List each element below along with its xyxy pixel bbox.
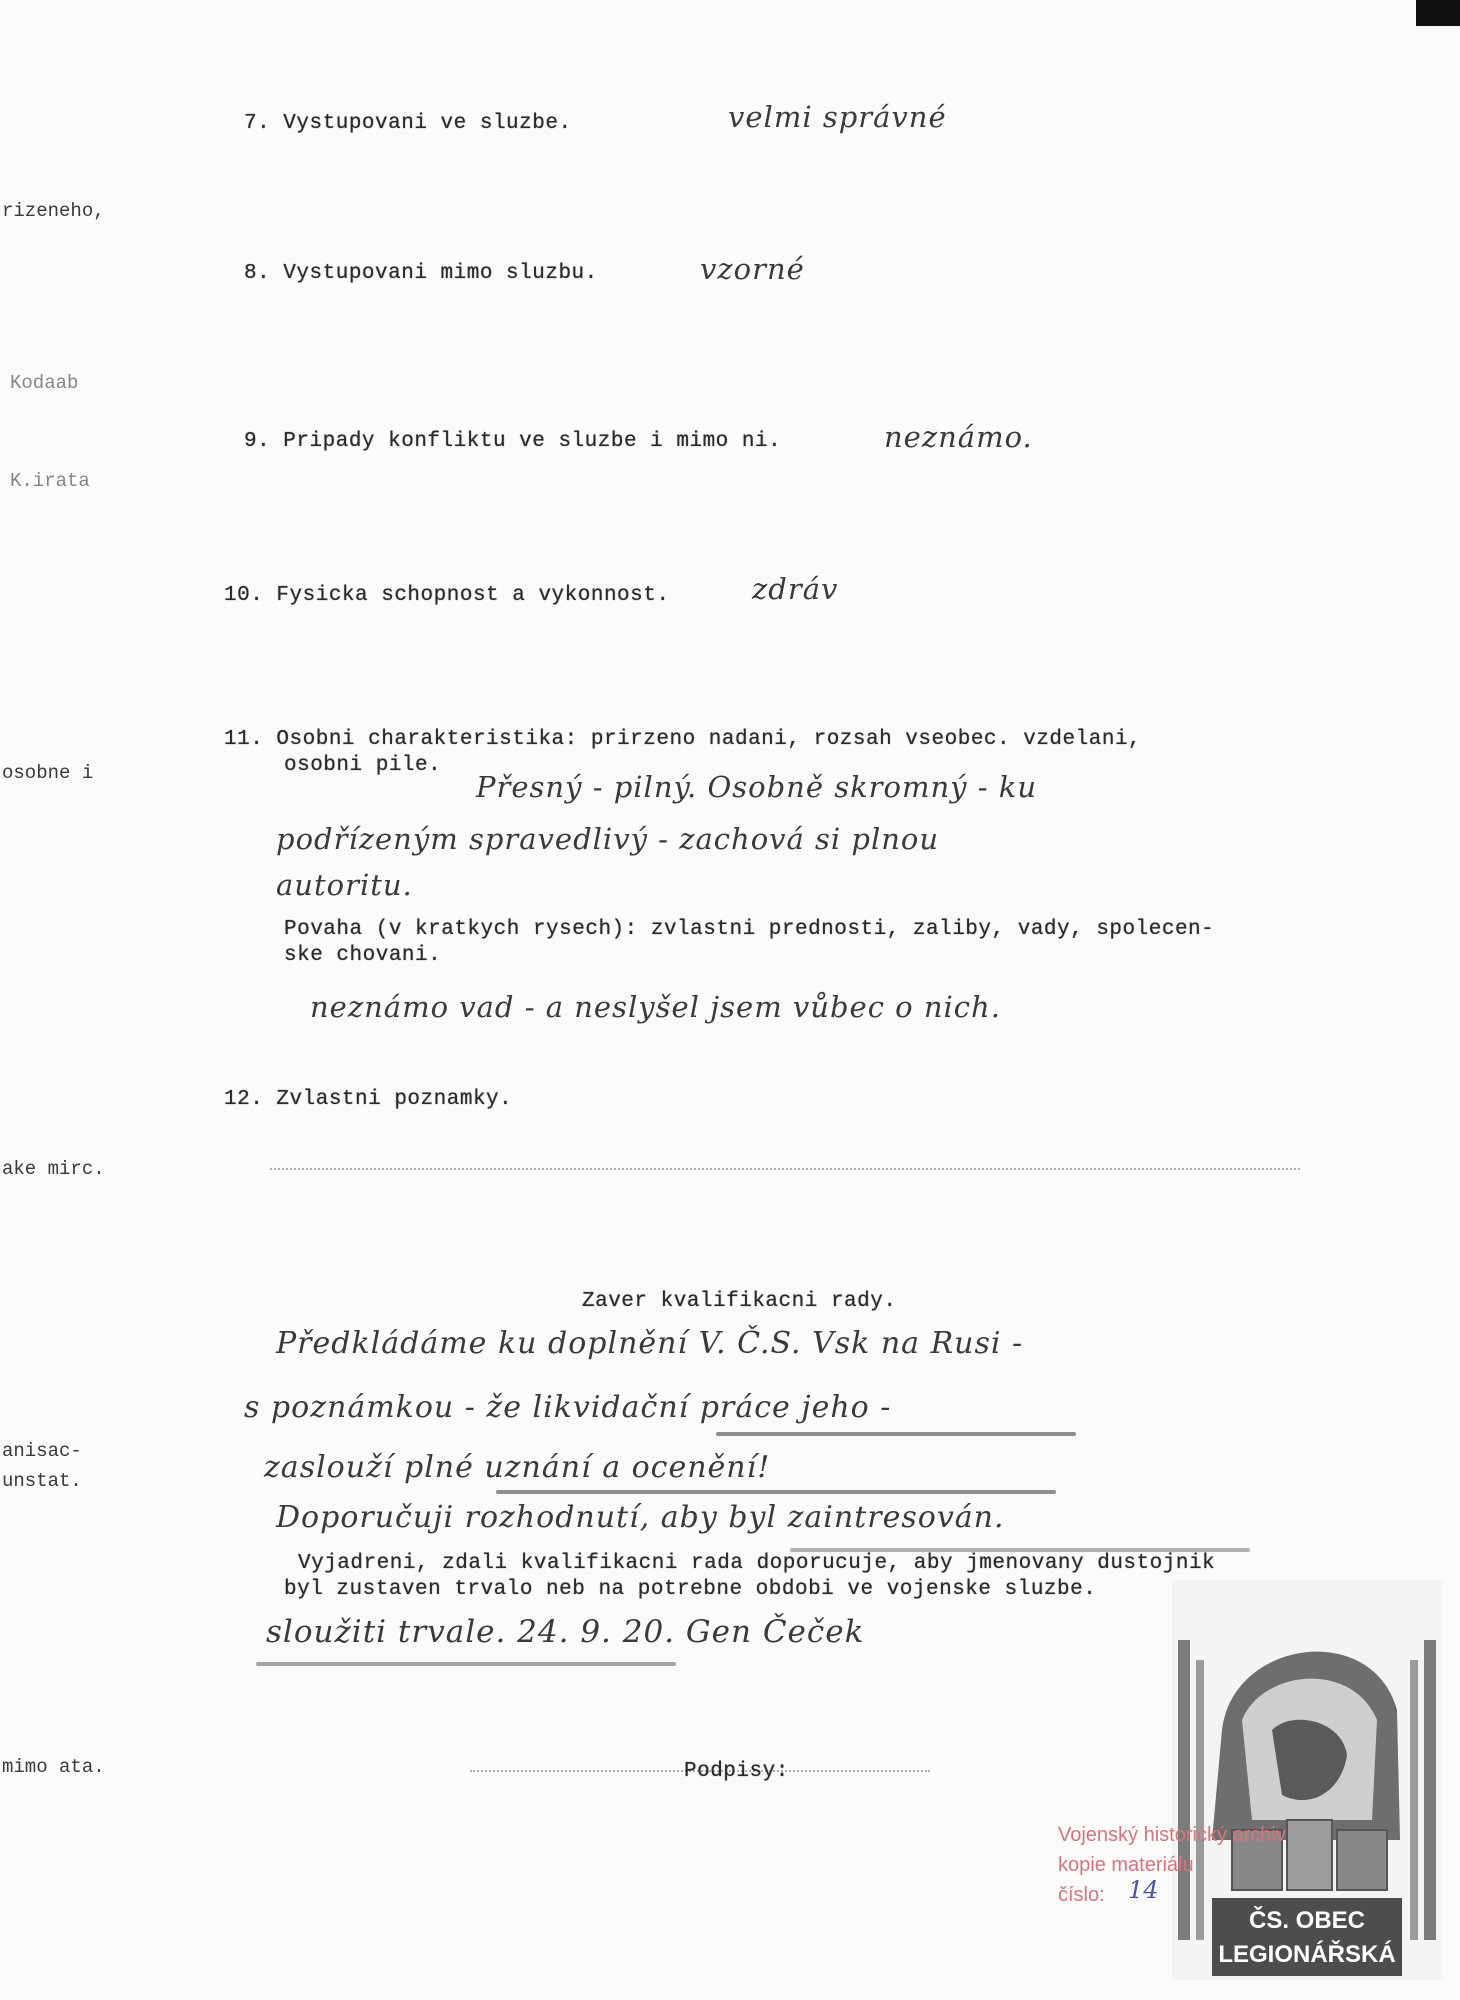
item-11-label-line2: osobni pile. [284, 754, 442, 777]
item-11-label-line1: 11. Osobni charakteristika: prirzeno nadani, rozsah vseobec. vzdelani, [224, 728, 1142, 751]
item-11-sub-answer: neznámo vad - a neslyšel jsem vůbec o nich. [310, 990, 1001, 1024]
signatures-label: Podpisy: [684, 1760, 789, 1783]
margin-fragment: K.irata [10, 470, 90, 492]
scan-edge [1416, 0, 1460, 26]
item-11-answer-line3: autoritu. [276, 868, 413, 902]
underline-mark [256, 1662, 676, 1666]
logo-text-line2: LEGIONÁŘSKÁ [1218, 1941, 1396, 1968]
dotted-line [270, 1168, 1300, 1170]
item-12-label: 12. Zvlastni poznamky. [224, 1088, 513, 1111]
conclusion-hand-line4: Doporučuji rozhodnutí, aby byl zaintresován. [276, 1500, 1005, 1535]
margin-fragment: mimo ata. [2, 1756, 105, 1778]
margin-fragment: osobne i [2, 762, 94, 784]
stamp-line1: Vojenský historický archiv [1058, 1824, 1286, 1846]
item-10-answer: zdráv [752, 572, 839, 606]
item-10-label: 10. Fysicka schopnost a vykonnost. [224, 584, 670, 607]
legion-logo [1172, 1580, 1442, 1980]
logo-text-line1: ČS. OBEC [1248, 1907, 1366, 1934]
item-11-sub-line1: Povaha (v kratkych rysech): zvlastni prednosti, zaliby, vady, spolecen- [284, 918, 1215, 941]
conclusion-hand-line1: Předkládáme ku doplnění V. Č.S. Vsk na Rusi - [276, 1326, 1024, 1361]
stamp-number: 14 [1128, 1876, 1159, 1904]
item-11-answer-line2: podřízeným spravedlivý - zachová si plnou [276, 822, 940, 856]
item-7-label: 7. Vystupovani ve sluzbe. [244, 112, 572, 135]
item-11-sub-line2: ske chovani. [284, 944, 442, 967]
underline-mark [716, 1432, 1076, 1436]
item-9-label: 9. Pripady konfliktu ve sluzbe i mimo ni. [244, 430, 782, 453]
item-8-answer: vzorné [700, 252, 805, 286]
margin-fragment: anisac- [2, 1440, 82, 1462]
archive-stamp [1058, 1820, 1286, 1910]
conclusion-hand-line3: zaslouží plné uznání a ocenění! [264, 1450, 771, 1485]
margin-fragment: ake mirc. [2, 1158, 105, 1180]
conclusion-heading: Zaver kvalifikacni rady. [582, 1290, 897, 1313]
margin-fragment: rizeneho, [2, 200, 105, 222]
item-8-label: 8. Vystupovani mimo sluzbu. [244, 262, 598, 285]
conclusion-typed-line1: Vyjadreni, zdali kvalifikacni rada doporucuje, aby jmenovany dustojnik [298, 1552, 1216, 1575]
stamp-line3: číslo: [1058, 1884, 1105, 1906]
item-9-answer: neznámo. [884, 420, 1033, 454]
conclusion-hand-line5: sloužiti trvale. 24. 9. 20. Gen Čeček [266, 1614, 865, 1650]
margin-fragment: Kodaab [10, 372, 79, 394]
conclusion-typed-line2: byl zustaven trvalo neb na potrebne obdobi ve vojenske sluzbe. [284, 1578, 1097, 1601]
item-7-answer: velmi správné [728, 100, 947, 134]
stamp-line2: kopie materiálu [1058, 1854, 1194, 1876]
underline-mark [496, 1490, 1056, 1494]
margin-fragment: unstat. [2, 1470, 82, 1492]
item-11-answer-line1: Přesný - pilný. Osobně skromný - ku [476, 770, 1038, 804]
conclusion-hand-line2: s poznámkou - že likvidační práce jeho - [244, 1390, 892, 1425]
